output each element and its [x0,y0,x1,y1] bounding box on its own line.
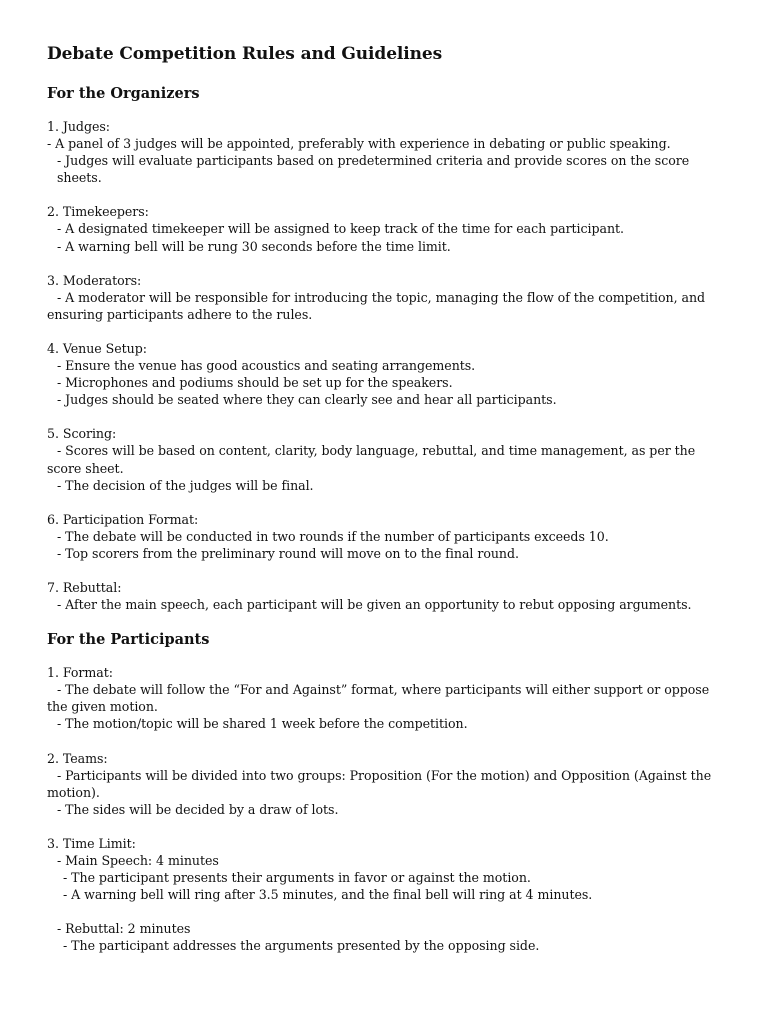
item-bullet [47,152,728,186]
item-title: 1. Judges: [47,119,110,134]
item-bullet [47,442,728,476]
item-title: 5. Scoring: [47,426,117,442]
item-bullet-text: - The debate will follow the “For and Against” format, where participants will either support or oppose the given motion. [47,682,710,715]
section-heading-participants: For the Participants [47,631,210,649]
item-bullet: - A warning bell will be rung 30 seconds before the time limit. [57,238,451,254]
item-bullet: - The motion/topic will be shared 1 week before the competition. [57,716,468,732]
item-bullet: - Judges should be seated where they can clearly see and hear all participants. [57,392,557,408]
item-bullet: - A warning bell will ring after 3.5 minutes, and the final bell will ring at 4 minutes. [63,887,593,903]
item-bullet-text: - Judges will evaluate participants based on predetermined criteria and provide scores on the score sheets. [57,153,690,186]
item-title: 4. Venue Setup: [47,340,147,356]
item-bullet: - The debate will be conducted in two rounds if the number of participants exceeds 10. [57,528,609,544]
item-bullet [47,681,728,715]
rebuttal-label: - Rebuttal: 2 minutes [57,921,191,937]
item-bullet: - Top scorers from the preliminary round will move on to the final round. [57,545,519,561]
item-title: 7. Rebuttal: [47,579,122,595]
main-speech-label: - Main Speech: 4 minutes [57,853,219,868]
organizers-item-scoring [47,425,728,493]
item-bullet: - Microphones and podiums should be set up for the speakers. [57,375,453,391]
item-title: 6. Participation Format: [47,511,199,527]
organizers-item-timekeepers [47,203,728,254]
item-bullet [47,767,728,801]
document-title: Debate Competition Rules and Guidelines [47,44,443,64]
participants-item-teams [47,750,728,818]
section-heading-organizers: For the Organizers [47,85,200,102]
organizers-item-moderators [47,272,728,323]
item-bullet: - The decision of the judges will be final. [57,477,314,493]
item-title: 1. Format: [47,665,113,681]
item-bullet [47,289,728,323]
item-bullet: - A designated timekeeper will be assigned to keep track of the time for each participant. [57,221,625,237]
item-title: 3. Moderators: [47,272,142,288]
item-bullet-text: - A moderator will be responsible for introducing the topic, managing the flow of the competition, and ensuring participants adhere to the rules. [47,289,706,322]
item-bullet: - After the main speech, each participant will be given an opportunity to rebut opposing arguments. [57,597,692,613]
participants-item-format [47,664,728,732]
item-bullet: - A panel of 3 judges will be appointed, preferably with experience in debating or public speaking. [47,136,671,152]
item-bullet: - The participant presents their arguments in favor or against the motion. [63,870,531,886]
item-bullet: - The sides will be decided by a draw of lots. [57,801,339,817]
organizers-item-venue-setup [47,340,728,408]
organizers-item-judges [47,118,728,186]
item-bullet-text: - Scores will be based on content, clarity, body language, rebuttal, and time management, as per the score sheet. [47,443,696,476]
item-bullet: - Ensure the venue has good acoustics and seating arrangements. [57,358,476,374]
item-bullet-text: - Participants will be divided into two groups: Proposition (For the motion) and Opposition (Against the motion). [47,767,712,800]
organizers-item-rebuttal [47,579,728,613]
spacer [47,903,728,920]
item-bullet: - The participant addresses the arguments presented by the opposing side. [63,938,540,954]
item-title: 2. Timekeepers: [47,204,149,220]
organizers-item-participation-format [47,511,728,562]
item-title: 3. Time Limit: [47,835,136,851]
participants-item-time-limit [47,835,728,955]
item-title: 2. Teams: [47,750,108,766]
